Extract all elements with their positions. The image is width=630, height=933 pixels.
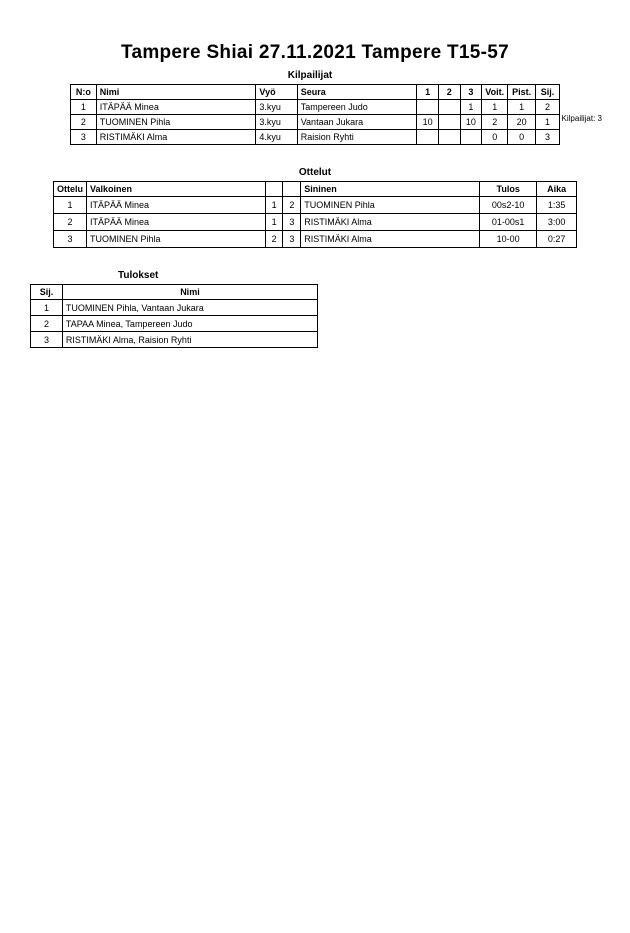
competitor-club: Vantaan Jukara <box>297 115 417 130</box>
result-pos: 3 <box>31 332 63 348</box>
page-title: Tampere Shiai 27.11.2021 Tampere T15-57 <box>120 42 510 63</box>
match-blue-no: 2 <box>283 197 301 214</box>
competitor-match-1 <box>417 130 439 145</box>
match-blue-no: 3 <box>283 214 301 231</box>
col-competitor-no: N:o <box>71 85 97 100</box>
col-competitor-belt: Vyö <box>256 85 297 100</box>
col-time: Aika <box>537 182 577 197</box>
competitor-match-1: 10 <box>417 115 439 130</box>
match-no: 2 <box>54 214 87 231</box>
match-white: TUOMINEN Pihla <box>87 231 266 248</box>
competitors-table <box>70 84 560 145</box>
col-result: Tulos <box>479 182 536 197</box>
competitor-match-2 <box>439 115 460 130</box>
match-result: 10-00 <box>479 231 536 248</box>
match-white: ITÄPÄÄ Minea <box>87 214 266 231</box>
col-competitor-name: Nimi <box>96 85 256 100</box>
col-points: Pist. <box>508 85 536 100</box>
competitor-count-note: Kilpailijat: 3 <box>561 114 602 123</box>
competitor-no: 3 <box>71 130 97 145</box>
match-white: ITÄPÄÄ Minea <box>87 197 266 214</box>
col-blue: Sininen <box>301 182 480 197</box>
table-header-row <box>71 85 560 100</box>
match-white-no: 2 <box>265 231 283 248</box>
competitor-club: Tampereen Judo <box>297 100 417 115</box>
match-blue-no: 3 <box>283 231 301 248</box>
match-white-no: 1 <box>265 197 283 214</box>
table-row <box>54 231 577 248</box>
competitor-match-2 <box>439 130 460 145</box>
col-match-no: Ottelu <box>54 182 87 197</box>
table-header-row <box>54 182 577 197</box>
results-table <box>30 284 318 348</box>
col-wins: Voit. <box>482 85 508 100</box>
competitor-match-1 <box>417 100 439 115</box>
match-blue: RISTIMÄKI Alma <box>301 231 480 248</box>
document-page <box>0 42 630 933</box>
table-row <box>71 115 560 130</box>
competitor-rank: 3 <box>536 130 560 145</box>
col-rank: Sij. <box>536 85 560 100</box>
result-name: TAPAA Minea, Tampereen Judo <box>62 316 317 332</box>
competitor-belt: 3.kyu <box>256 100 297 115</box>
match-blue: TUOMINEN Pihla <box>301 197 480 214</box>
competitor-name: RISTIMÄKI Alma <box>96 130 256 145</box>
match-time: 0:27 <box>537 231 577 248</box>
col-match-2: 2 <box>439 85 460 100</box>
table-header-row <box>31 285 318 300</box>
col-match-1: 1 <box>417 85 439 100</box>
col-competitor-club: Seura <box>297 85 417 100</box>
table-row <box>31 332 318 348</box>
match-white-no: 1 <box>265 214 283 231</box>
competitor-club: Raision Ryhti <box>297 130 417 145</box>
col-white: Valkoinen <box>87 182 266 197</box>
competitor-points: 0 <box>508 130 536 145</box>
match-result: 00s2-10 <box>479 197 536 214</box>
competitor-wins: 0 <box>482 130 508 145</box>
table-row <box>31 300 318 316</box>
match-no: 1 <box>54 197 87 214</box>
competitor-name: ITÄPÄÄ Minea <box>96 100 256 115</box>
competitor-points: 1 <box>508 100 536 115</box>
competitor-no: 2 <box>71 115 97 130</box>
matches-table <box>53 181 577 248</box>
table-row <box>54 214 577 231</box>
table-row <box>54 197 577 214</box>
results-heading: Tulokset <box>118 270 159 281</box>
competitor-rank: 2 <box>536 100 560 115</box>
col-match-3: 3 <box>460 85 482 100</box>
match-no: 3 <box>54 231 87 248</box>
match-result: 01-00s1 <box>479 214 536 231</box>
matches-heading: Ottelut <box>298 167 332 178</box>
result-name: RISTIMÄKI Alma, Raision Ryhti <box>62 332 317 348</box>
competitor-no: 1 <box>71 100 97 115</box>
competitor-points: 20 <box>508 115 536 130</box>
competitor-belt: 4.kyu <box>256 130 297 145</box>
competitor-match-3: 1 <box>460 100 482 115</box>
result-pos: 1 <box>31 300 63 316</box>
competitor-match-3: 10 <box>460 115 482 130</box>
competitor-belt: 3.kyu <box>256 115 297 130</box>
col-white-no <box>265 182 283 197</box>
competitor-rank: 1 <box>536 115 560 130</box>
col-result-name: Nimi <box>62 285 317 300</box>
competitor-name: TUOMINEN Pihla <box>96 115 256 130</box>
match-blue: RISTIMÄKI Alma <box>301 214 480 231</box>
result-name: TUOMINEN Pihla, Vantaan Jukara <box>62 300 317 316</box>
competitor-match-3 <box>460 130 482 145</box>
col-blue-no <box>283 182 301 197</box>
competitors-heading: Kilpailijat <box>287 70 333 81</box>
table-row <box>31 316 318 332</box>
competitor-match-2 <box>439 100 460 115</box>
col-result-pos: Sij. <box>31 285 63 300</box>
match-time: 3:00 <box>537 214 577 231</box>
table-row <box>71 130 560 145</box>
competitor-wins: 2 <box>482 115 508 130</box>
result-pos: 2 <box>31 316 63 332</box>
competitor-wins: 1 <box>482 100 508 115</box>
table-row <box>71 100 560 115</box>
match-time: 1:35 <box>537 197 577 214</box>
